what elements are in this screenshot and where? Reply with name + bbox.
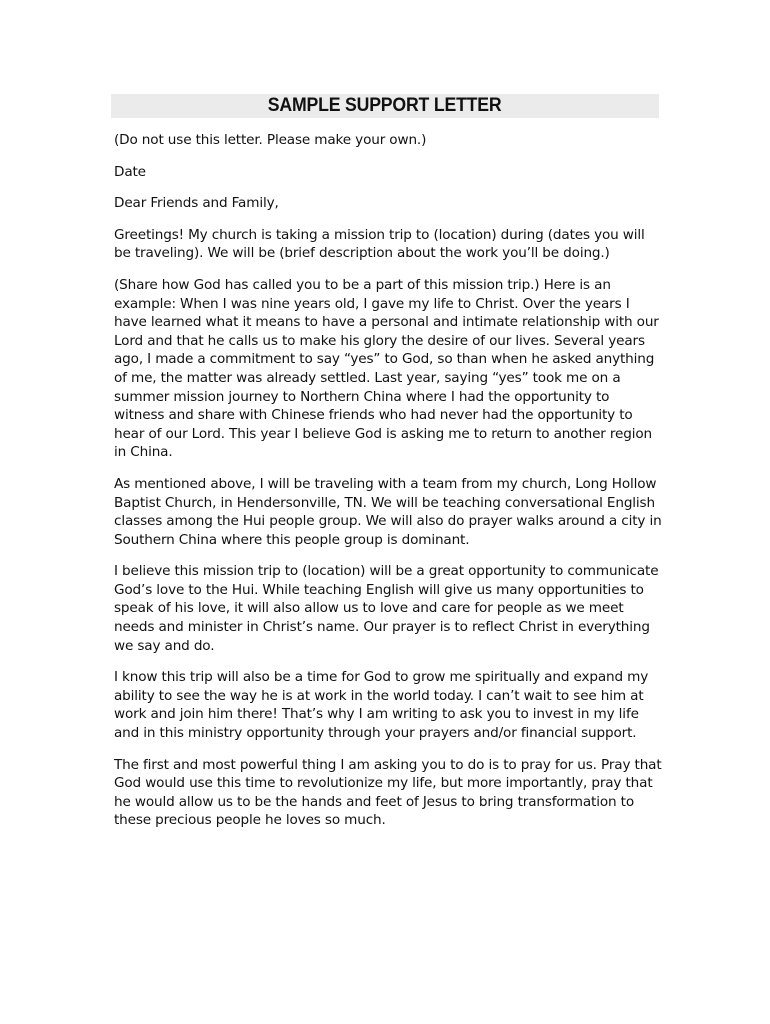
disclaimer-text: (Do not use this letter. Please make your own.) bbox=[114, 132, 427, 148]
title-banner bbox=[111, 94, 659, 118]
paragraph-calling: (Share how God has called you to be a part of this mission trip.) Here is an example: When I was nine years old, I gave my life to Christ. Over the years I have learned what it means to have a personal and intimate relationship with our Lord and that he calls us to make his glory the desire of our lives. Several years ago, I made a commitment to say “yes” to God, so than when he asked anything of me, the matter was already settled. Last year, saying “yes” took me on a summer mission journey to Northern China where I had the opportunity to witness and share with Chinese friends who had never had the opportunity to hear of our Lord. This year I believe God is asking me to return to another region in China. bbox=[114, 276, 659, 461]
paragraph-greetings: Greetings! My church is taking a mission trip to (location) during (dates you will be traveling). We will be (brief description about the work you’ll be doing.) bbox=[114, 226, 645, 262]
date-label: Date bbox=[114, 163, 146, 180]
salutation: Dear Friends and Family, bbox=[114, 195, 279, 212]
paragraph-team: As mentioned above, I will be traveling with a team from my church, Long Hollow Baptist Church, in Hendersonville, TN. We will be teaching conversational English classes among the Hui people group. We will also do prayer walks around a city in Southern China where this people group is dominant. bbox=[114, 475, 662, 548]
paragraph-opportunity: I believe this mission trip to (location) will be a great opportunity to communicate God’s love to the Hui. While teaching English will give us many opportunities to speak of his love, it will also allow us to love and care for people as we meet needs and minister in Christ’s name. Our prayer is to reflect Christ in everything we say and do. bbox=[114, 563, 659, 654]
letter-body bbox=[114, 131, 662, 843]
paragraph-growth: I know this trip will also be a time for God to grow me spiritually and expand my ability to see the way he is at work in the world today. I can’t wait to see him at work and join him there! That’s why I am writing to ask you to invest in my life and in this ministry opportunity through your prayers and/or financial support. bbox=[114, 669, 649, 742]
document-title: SAMPLE SUPPORT LETTER bbox=[268, 95, 502, 116]
paragraph-prayer: The first and most powerful thing I am asking you to do is to pray for us. Pray that God would use this time to revolutionize my life, but more importantly, pray that he would allow us to be the hands and feet of Jesus to bring transformation to these precious people he loves so much. bbox=[114, 756, 662, 829]
